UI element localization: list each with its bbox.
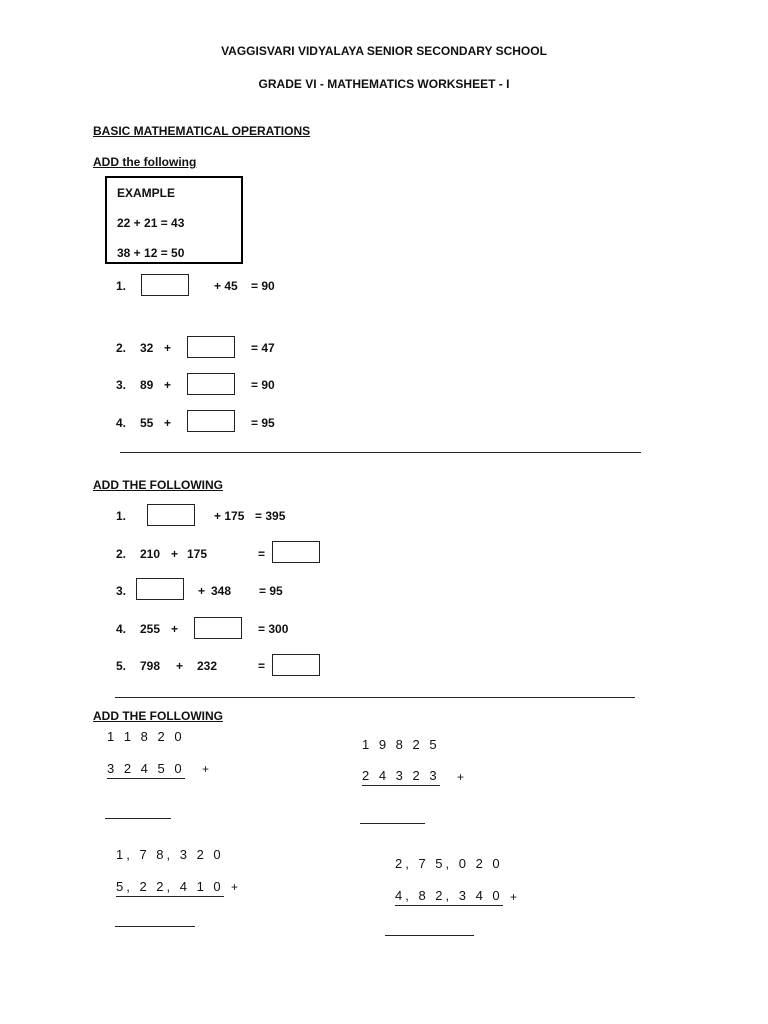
s2-q5-answer-box[interactable] xyxy=(272,654,320,676)
s1-q4-answer-box[interactable] xyxy=(187,410,235,432)
school-name: VAGGISVARI VIDYALAYA SENIOR SECONDARY SCHOOL xyxy=(221,44,547,58)
s1-q4-equals: = 95 xyxy=(251,416,275,430)
section2-title: ADD THE FOLLOWING xyxy=(93,478,223,492)
s2-q3-equals: = 95 xyxy=(259,584,283,598)
s2-q5-number: 5. xyxy=(116,659,127,673)
s1-q1-equals: = 90 xyxy=(251,279,275,293)
s2-q1-equals: = 395 xyxy=(255,509,286,523)
s2-q3-answer-box[interactable] xyxy=(136,578,184,600)
s2-q2-addend-a: 210 xyxy=(140,547,161,561)
example-line-2: 38 + 12 = 50 xyxy=(117,246,185,260)
p4-bottom-number: 4, 8 2, 3 4 0 xyxy=(395,888,503,906)
s1-q1-plus: + 45 xyxy=(214,279,238,293)
s2-q4-answer-box[interactable] xyxy=(194,617,242,639)
p4-plus-sign: + xyxy=(510,890,518,904)
s1-q2-answer-box[interactable] xyxy=(187,336,235,358)
p1-bottom-number: 3 2 4 5 0 xyxy=(107,761,185,779)
divider-1 xyxy=(120,452,641,453)
s2-q4-number: 4. xyxy=(116,622,127,636)
p3-top-number: 1, 7 8, 3 2 0 xyxy=(116,847,224,862)
s2-q5-plus: + xyxy=(176,659,184,673)
s1-q3-equals: = 90 xyxy=(251,378,275,392)
worksheet-title: GRADE VI - MATHEMATICS WORKSHEET - I xyxy=(258,77,510,91)
s1-q3-number: 3. xyxy=(116,378,127,392)
s2-q3-addend-b: 348 xyxy=(211,584,232,598)
p2-answer-line[interactable] xyxy=(360,823,425,824)
s2-q4-addend: 255 xyxy=(140,622,161,636)
s1-q2-number: 2. xyxy=(116,341,127,355)
s1-q4-addend: 55 xyxy=(140,416,154,430)
main-section-title: BASIC MATHEMATICAL OPERATIONS xyxy=(93,124,311,138)
example-line-1: 22 + 21 = 43 xyxy=(117,216,185,230)
s1-q3-addend: 89 xyxy=(140,378,154,392)
example-label: EXAMPLE xyxy=(117,186,176,200)
s1-q3-answer-box[interactable] xyxy=(187,373,235,395)
p3-answer-line[interactable] xyxy=(115,926,195,927)
s2-q5-addend-b: 232 xyxy=(197,659,218,673)
s2-q1-plus: + 175 xyxy=(214,509,245,523)
s1-q4-number: 4. xyxy=(116,416,127,430)
s1-q2-equals: = 47 xyxy=(251,341,275,355)
section1-title: ADD the following xyxy=(93,155,197,169)
s2-q2-addend-b: 175 xyxy=(187,547,208,561)
example-box xyxy=(105,176,243,264)
s2-q4-equals: = 300 xyxy=(258,622,289,636)
s2-q3-number: 3. xyxy=(116,584,127,598)
s2-q4-plus: + xyxy=(171,622,179,636)
s2-q2-answer-box[interactable] xyxy=(272,541,320,563)
p4-answer-line[interactable] xyxy=(385,935,474,936)
p1-plus-sign: + xyxy=(202,762,210,776)
p1-top-number: 1 1 8 2 0 xyxy=(107,729,185,744)
s2-q1-number: 1. xyxy=(116,509,127,523)
section3-title: ADD THE FOLLOWING xyxy=(93,709,223,723)
p1-answer-line[interactable] xyxy=(105,818,171,819)
s1-q3-plus: + xyxy=(164,378,172,392)
s2-q2-equals: = xyxy=(258,547,266,561)
p3-plus-sign: + xyxy=(231,880,239,894)
s2-q5-equals: = xyxy=(258,659,266,673)
s1-q4-plus: + xyxy=(164,416,172,430)
s2-q2-plus: + xyxy=(171,547,179,561)
s1-q1-answer-box[interactable] xyxy=(141,274,189,296)
p2-bottom-number: 2 4 3 2 3 xyxy=(362,768,440,786)
p3-bottom-number: 5, 2 2, 4 1 0 xyxy=(116,879,224,897)
s2-q1-answer-box[interactable] xyxy=(147,504,195,526)
p2-plus-sign: + xyxy=(457,770,465,784)
p4-top-number: 2, 7 5, 0 2 0 xyxy=(395,856,503,871)
s1-q2-plus: + xyxy=(164,341,172,355)
s2-q2-number: 2. xyxy=(116,547,127,561)
s1-q1-number: 1. xyxy=(116,279,127,293)
s2-q3-plus: + xyxy=(198,584,206,598)
divider-2 xyxy=(115,697,635,698)
s2-q5-addend-a: 798 xyxy=(140,659,161,673)
p2-top-number: 1 9 8 2 5 xyxy=(362,737,440,752)
s1-q2-addend: 32 xyxy=(140,341,154,355)
